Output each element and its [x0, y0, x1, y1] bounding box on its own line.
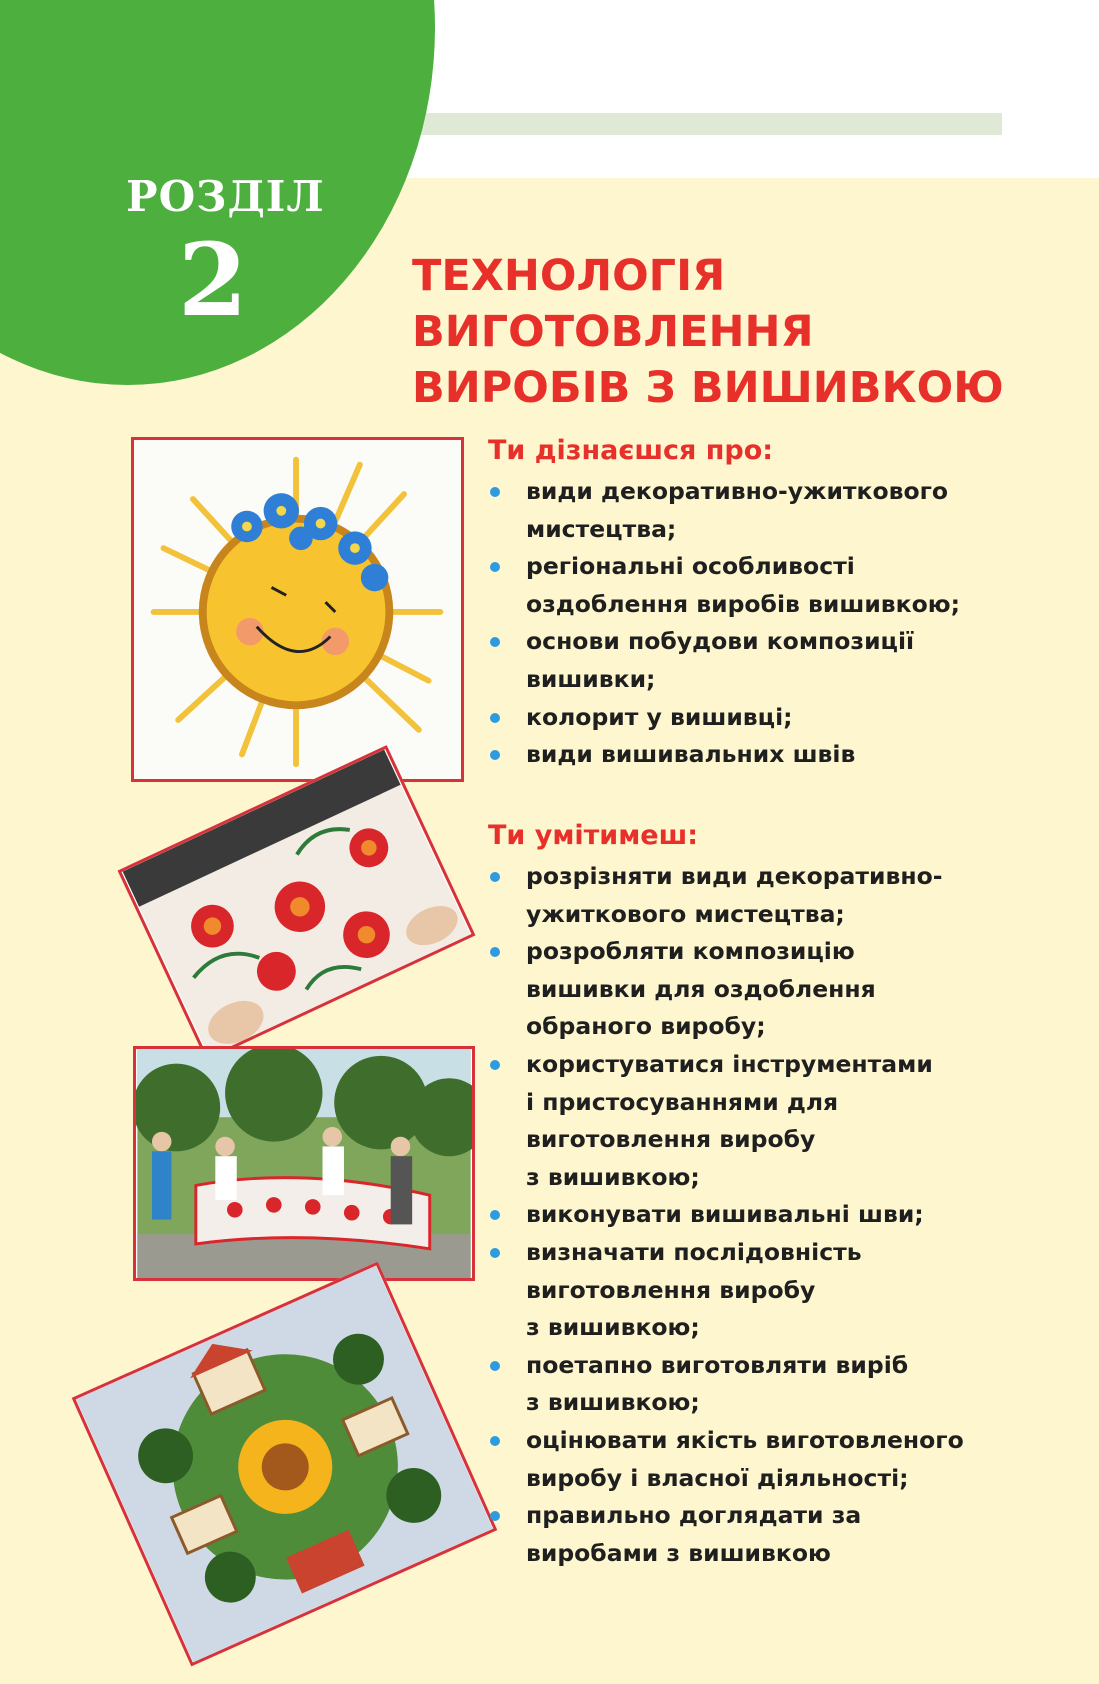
bullet-icon: [490, 750, 500, 760]
learn-heading: Ти дізнаєшся про:: [488, 435, 774, 466]
bullet-icon: [490, 1361, 500, 1371]
list-item: розробляти композицію вишивки для оздоблення обраного виробу;: [488, 933, 1028, 1046]
bullet-icon: [490, 872, 500, 882]
photo-festival-crowd: [133, 1046, 475, 1281]
festival-crowd-image: [136, 1049, 472, 1278]
list-item: види декоративно-ужиткового мистецтва;: [488, 473, 1028, 548]
bullet-icon: [490, 1248, 500, 1258]
skills-list: [488, 858, 1028, 1572]
sun-embroidery-image: [134, 440, 461, 779]
list-item: види вишивальних швів: [488, 736, 1028, 774]
list-item: оцінювати якість виготовленого виробу і власної діяльності;: [488, 1422, 1028, 1497]
bullet-icon: [490, 637, 500, 647]
bullet-icon: [490, 1210, 500, 1220]
chapter-title: [412, 248, 1052, 416]
list-item: поетапно виготовляти виріб з вишивкою;: [488, 1347, 1028, 1422]
list-item: регіональні особливості оздоблення виробів вишивкою;: [488, 548, 1028, 623]
section-number: 2: [178, 221, 248, 339]
skills-section: [488, 818, 1028, 1572]
list-item: визначати послідовність виготовлення виробу з вишивкою;: [488, 1234, 1028, 1347]
bullet-icon: [490, 487, 500, 497]
learn-list: [488, 473, 1028, 774]
section-label: РОЗДІЛ: [126, 172, 325, 221]
list-item: основи побудови композиції вишивки;: [488, 623, 1028, 698]
bullet-icon: [490, 947, 500, 957]
bullet-icon: [490, 1511, 500, 1521]
bullet-icon: [490, 562, 500, 572]
bullet-icon: [490, 713, 500, 723]
list-item: правильно доглядати за виробами з вишивкою: [488, 1497, 1028, 1572]
bullet-icon: [490, 1436, 500, 1446]
chapter-title-text: ТЕХНОЛОГІЯ ВИГОТОВЛЕННЯ ВИРОБІВ З ВИШИВКОЮ: [412, 251, 1004, 413]
list-item: виконувати вишивальні шви;: [488, 1196, 1028, 1234]
list-item: розрізняти види декоративно- ужиткового мистецтва;: [488, 858, 1028, 933]
header-strip: [420, 113, 1002, 135]
list-item: колорит у вишивці;: [488, 699, 1028, 737]
list-item: користуватися інструментами і пристосуваннями для виготовлення виробу з вишивкою;: [488, 1046, 1028, 1196]
photo-embroidered-sun: [131, 437, 464, 782]
skills-heading: Ти умітимеш:: [488, 820, 699, 851]
learn-section: [488, 433, 1028, 774]
bullet-icon: [490, 1060, 500, 1070]
